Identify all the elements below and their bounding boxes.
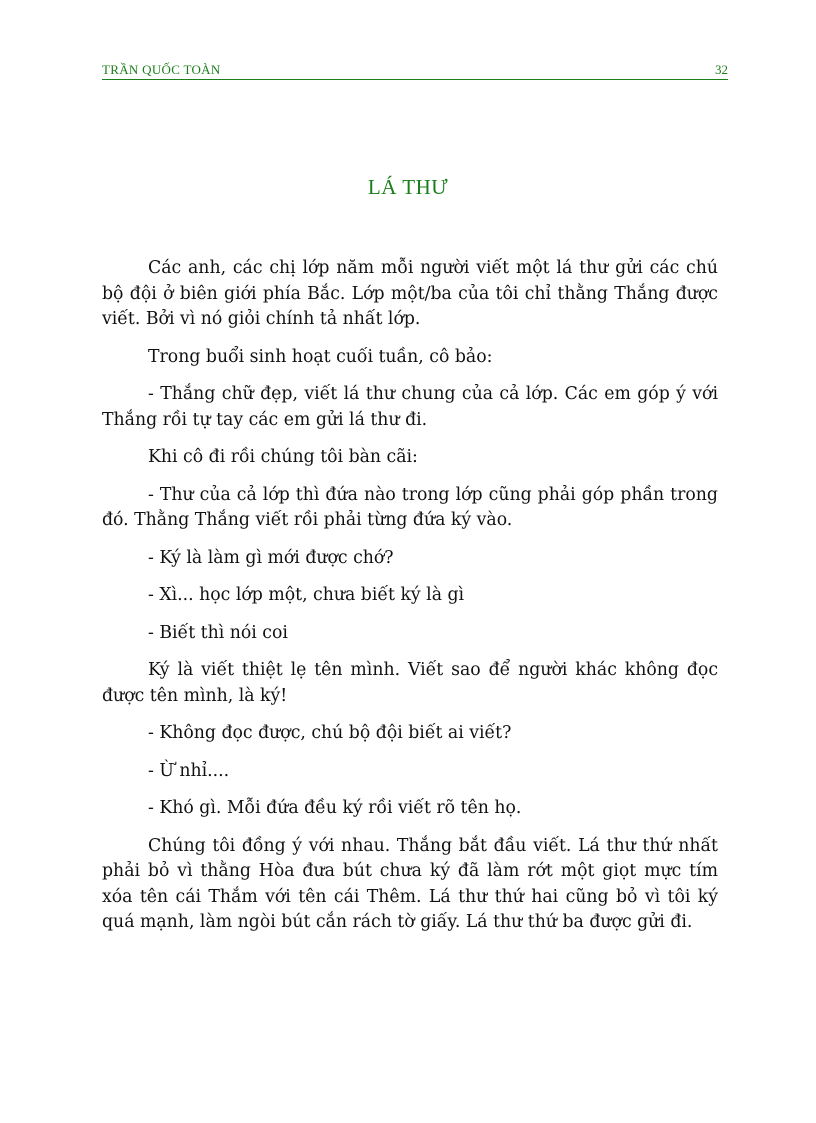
paragraph: - Ký là làm gì mới được chớ?	[148, 547, 394, 568]
chapter-body	[102, 256, 718, 948]
paragraph: Khi cô đi rồi chúng tôi bàn cãi:	[148, 447, 418, 467]
paragraph: - Không đọc được, chú bộ đội biết ai viết?	[148, 723, 512, 743]
paragraph: - Xì... học lớp một, chưa biết ký là gì	[148, 585, 465, 605]
paragraph: Các anh, các chị lớp năm mỗi người viết một lá thư gửi các chú bộ đội ở biên giới phía Bắc. Lớp một/ba của tôi chỉ thằng Thắng được viết. Bởi vì nó giỏi chính tả nhất lớp.	[102, 258, 718, 329]
paragraph: - Biết thì nói coi	[148, 622, 288, 643]
header-author: TRẦN QUỐC TOÀN	[102, 62, 221, 77]
paragraph: - Thư của cả lớp thì đứa nào trong lớp cũng phải góp phần trong đó. Thằng Thắng viết rồi phải từng đứa ký vào.	[102, 484, 718, 530]
paragraph: Chúng tôi đồng ý với nhau. Thắng bắt đầu viết. Lá thư thứ nhất phải bỏ vì thằng Hòa đưa bút chưa ký đã làm rớt một giọt mực tím xóa tên cái Thắm với tên cái Thêm. Lá thư thứ hai cũng bỏ vì tôi ký quá mạnh, làm ngòi bút cắn rách tờ giấy. Lá thư thứ ba được gửi đi.	[102, 835, 718, 932]
paragraph: - Khó gì. Mỗi đứa đều ký rồi viết rõ tên họ.	[148, 798, 522, 818]
chapter-title: LÁ THƯ	[367, 175, 449, 199]
paragraph: Trong buổi sinh hoạt cuối tuần, cô bảo:	[148, 346, 493, 367]
paragraph: Ký là viết thiệt lẹ tên mình. Viết sao để người khác không đọc được tên mình, là ký!	[102, 660, 718, 706]
running-header	[102, 62, 728, 80]
paragraph: - Thắng chữ đẹp, viết lá thư chung của cả lớp. Các em góp ý với Thắng rồi tự tay các em gửi lá thư đi.	[102, 384, 718, 430]
page-number: 32	[715, 62, 728, 77]
paragraph: - Ừ nhỉ....	[148, 760, 230, 781]
